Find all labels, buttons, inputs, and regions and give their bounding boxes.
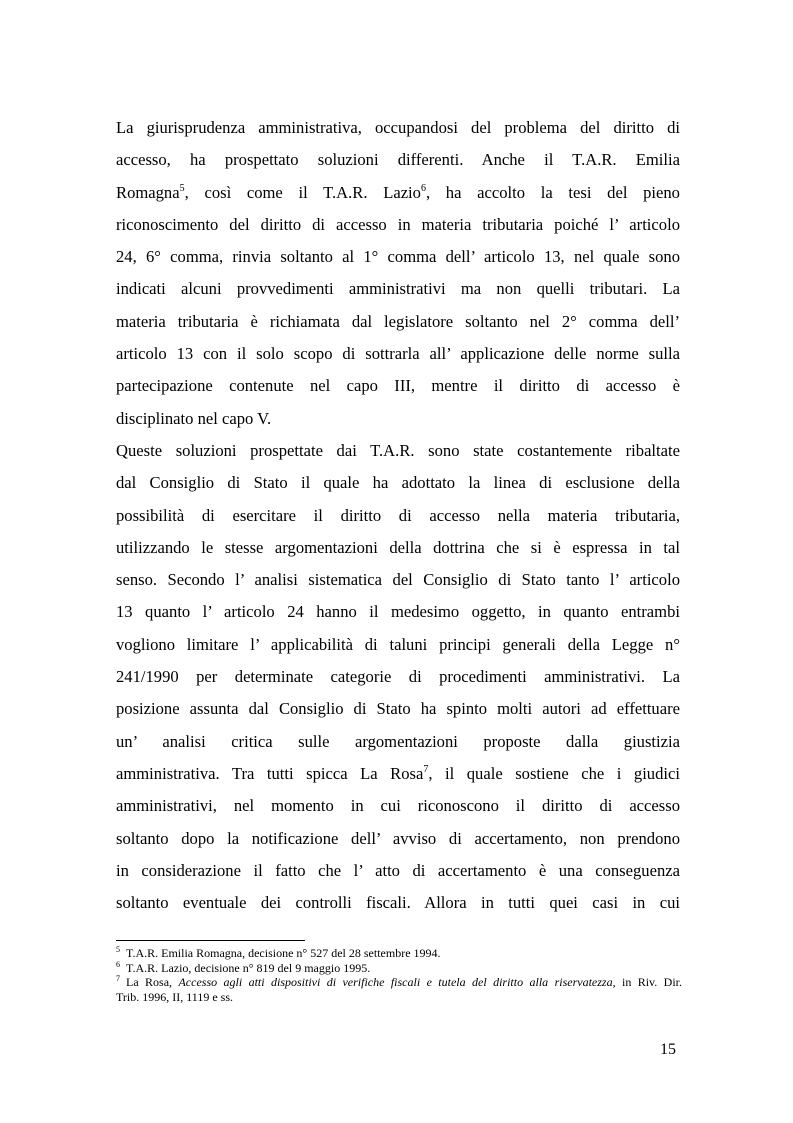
body-line bbox=[116, 564, 680, 596]
body-text-segment: in considerazione il fatto che l’ atto di accertamento è una conseguenza bbox=[116, 860, 680, 880]
body-line bbox=[116, 823, 680, 855]
body-line bbox=[116, 790, 680, 822]
footnote-number: 5 bbox=[116, 945, 120, 954]
footnote-reference: 5 bbox=[179, 182, 185, 194]
body-text-segment: accesso, ha prospettato soluzioni differenti. Anche il T.A.R. Emilia bbox=[116, 150, 680, 170]
body-line bbox=[116, 144, 680, 176]
body-line bbox=[116, 532, 680, 564]
body-line bbox=[116, 629, 680, 661]
body-line bbox=[116, 661, 680, 693]
footnote-text: La Rosa, bbox=[126, 975, 179, 990]
footnote-reference: 6 bbox=[420, 182, 426, 194]
body-text-segment: 13 quanto l’ articolo 24 hanno il medesimo oggetto, in quanto entrambi bbox=[116, 602, 680, 622]
body-line bbox=[116, 403, 680, 435]
body-text-segment: vogliono limitare l’ applicabilità di taluni principi generali della Legge n° bbox=[116, 634, 680, 654]
body-line bbox=[116, 726, 680, 758]
body-text-segment: La giurisprudenza amministrativa, occupandosi del problema del diritto di bbox=[116, 118, 680, 137]
body-text-segment: posizione assunta dal Consiglio di Stato ha spinto molti autori ad effettuare bbox=[116, 699, 680, 719]
body-line bbox=[116, 306, 680, 338]
footnote-line bbox=[116, 961, 682, 976]
body-text-segment: Romagna bbox=[116, 182, 180, 202]
body-text-segment: 24, 6° comma, rinvia soltanto al 1° comma dell’ articolo 13, nel quale sono bbox=[116, 247, 680, 267]
body-text-segment: Queste soluzioni prospettate dai T.A.R. sono state costantemente ribaltate bbox=[116, 440, 680, 460]
body-line bbox=[116, 209, 680, 241]
body-line bbox=[116, 177, 680, 209]
body-line bbox=[116, 596, 680, 628]
body-line bbox=[116, 855, 680, 887]
footnote-line bbox=[116, 975, 682, 990]
body-text-segment: materia tributaria è richiamata dal legislatore soltanto nel 2° comma dell’ bbox=[116, 311, 680, 331]
footnote-line bbox=[116, 990, 682, 1005]
body-line bbox=[116, 500, 680, 532]
footnote-text: Trib. 1996, II, 1119 e ss. bbox=[116, 989, 234, 1004]
body-text-segment: , ha accolto la tesi del pieno bbox=[425, 182, 680, 202]
body-text-segment: riconoscimento del diritto di accesso in materia tributaria poiché l’ articolo bbox=[116, 214, 680, 234]
body-line bbox=[116, 467, 680, 499]
body-text-segment: indicati alcuni provvedimenti amministrativi ma non quelli tributari. La bbox=[116, 279, 680, 299]
footnote-text: , in Riv. Dir. bbox=[612, 975, 683, 990]
body-text-segment: partecipazione contenute nel capo III, mentre il diritto di accesso è bbox=[116, 376, 680, 396]
page-number: 15 bbox=[660, 1041, 676, 1058]
body-text-segment: utilizzando le stesse argomentazioni della dottrina che si è espressa in tal bbox=[116, 537, 680, 557]
body-text-segment: , il quale sostiene che i giudici bbox=[428, 763, 680, 783]
footnote-reference: 7 bbox=[423, 763, 429, 775]
body-text-segment: amministrativa. Tra tutti spicca La Rosa bbox=[116, 763, 424, 783]
body-line bbox=[116, 693, 680, 725]
body-text-segment: , così come il T.A.R. Lazio bbox=[184, 182, 421, 202]
footnote-number: 7 bbox=[116, 974, 120, 984]
footnote-line bbox=[116, 946, 682, 961]
footnote-number: 6 bbox=[116, 959, 120, 969]
body-text-segment: amministrativi, nel momento in cui riconoscono il diritto di accesso bbox=[116, 796, 680, 816]
footnote-separator bbox=[116, 940, 305, 941]
body-line bbox=[116, 435, 680, 467]
footnote-title: Accesso agli atti dispositivi di verifiche fiscali e tutela del diritto alla riservatezza bbox=[178, 975, 613, 990]
footnote-text: T.A.R. Emilia Romagna, decisione n° 527 del 28 settembre 1994. bbox=[126, 946, 441, 960]
body-line bbox=[116, 887, 680, 919]
body-text bbox=[116, 112, 680, 919]
body-text-segment: 241/1990 per determinate categorie di procedimenti amministrativi. La bbox=[116, 667, 680, 687]
body-text-segment: disciplinato nel capo V. bbox=[116, 408, 272, 428]
body-line bbox=[116, 338, 680, 370]
body-line bbox=[116, 273, 680, 305]
body-text-segment: senso. Secondo l’ analisi sistematica del Consiglio di Stato tanto l’ articolo bbox=[116, 570, 680, 590]
body-text-segment: un’ analisi critica sulle argomentazioni proposte dalla giustizia bbox=[116, 731, 680, 751]
footnotes bbox=[116, 946, 682, 1004]
body-line bbox=[116, 241, 680, 273]
body-text-segment: soltanto dopo la notificazione dell’ avviso di accertamento, non prendono bbox=[116, 828, 680, 848]
body-text-segment: possibilità di esercitare il diritto di accesso nella materia tributaria, bbox=[116, 505, 680, 525]
body-line bbox=[116, 112, 680, 144]
body-line bbox=[116, 758, 680, 790]
body-line bbox=[116, 370, 680, 402]
footnote-text: T.A.R. Lazio, decisione n° 819 del 9 maggio 1995. bbox=[126, 960, 371, 975]
body-text-segment: articolo 13 con il solo scopo di sottrarla all’ applicazione delle norme sulla bbox=[116, 344, 680, 364]
body-text-segment: soltanto eventuale dei controlli fiscali. Allora in tutti quei casi in cui bbox=[116, 893, 680, 913]
body-text-segment: dal Consiglio di Stato il quale ha adottato la linea di esclusione della bbox=[116, 473, 680, 493]
